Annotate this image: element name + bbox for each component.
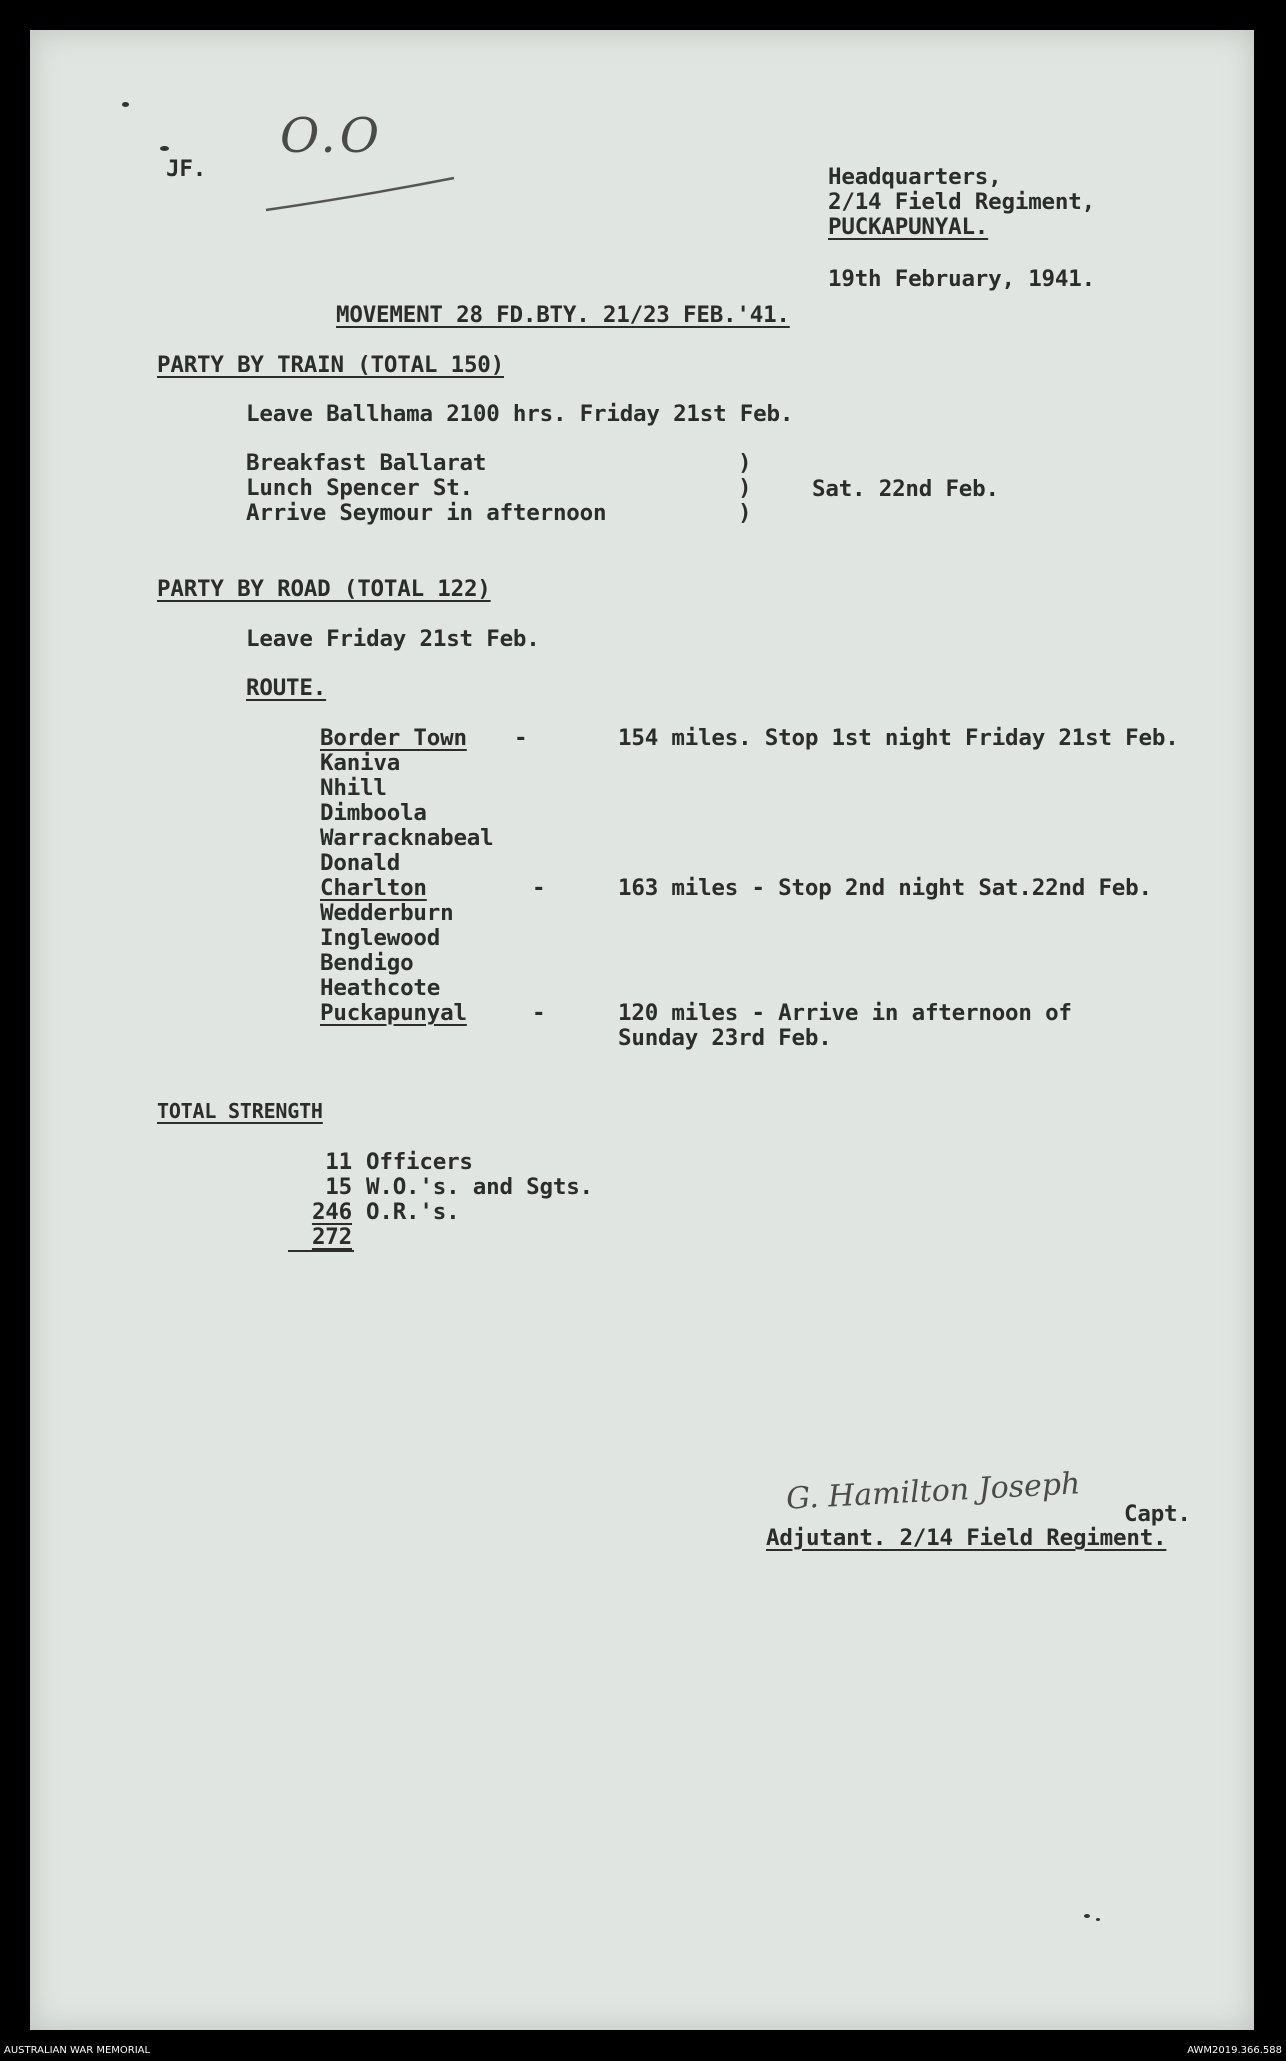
route-town: Heathcote	[320, 975, 441, 1001]
train-item: Arrive Seymour in afternoon	[246, 500, 607, 526]
strength-number: 246	[311, 1199, 352, 1225]
train-item: Breakfast Ballarat	[246, 450, 487, 476]
strength-number: 15	[325, 1174, 352, 1200]
ink-speck	[122, 102, 129, 107]
route-town: Inglewood	[320, 925, 441, 951]
strength-label: Officers	[366, 1149, 473, 1175]
road-heading: PARTY BY ROAD (TOTAL 122)	[157, 576, 491, 602]
route-dash: -	[514, 725, 528, 751]
signature-rank: Capt.	[1124, 1501, 1191, 1527]
strength-total: 272	[311, 1224, 352, 1250]
handwritten-signature: G. Hamilton Joseph	[785, 1466, 1082, 1517]
signature-title: Adjutant. 2/14 Field Regiment.	[766, 1525, 1167, 1551]
train-heading: PARTY BY TRAIN (TOTAL 150)	[157, 352, 504, 378]
route-town: Donald	[320, 850, 401, 876]
ink-speck	[1096, 1918, 1100, 1921]
route-note: Sunday 23rd Feb.	[618, 1025, 832, 1051]
bracket: )	[738, 500, 752, 526]
route-town: Dimboola	[320, 800, 427, 826]
route-town: Bendigo	[320, 950, 414, 976]
route-town: Warracknabeal	[320, 825, 494, 851]
document-title: MOVEMENT 28 FD.BTY. 21/23 FEB.'41.	[336, 302, 790, 328]
bracket: )	[738, 450, 752, 476]
route-heading: ROUTE.	[246, 675, 327, 701]
route-note: 163 miles - Stop 2nd night Sat.22nd Feb.	[618, 875, 1152, 901]
strength-label: O.R.'s.	[366, 1199, 460, 1225]
ink-speck	[160, 146, 169, 151]
route-town: Wedderburn	[320, 900, 454, 926]
bracket: )	[738, 475, 752, 501]
train-leave: Leave Ballhama 2100 hrs. Friday 21st Feb.	[246, 401, 794, 427]
initials-note: JF.	[166, 156, 207, 182]
train-day: Sat. 22nd Feb.	[812, 476, 999, 502]
road-leave: Leave Friday 21st Feb.	[246, 626, 540, 652]
total-rule	[288, 1250, 354, 1252]
train-item: Lunch Spencer St.	[246, 475, 473, 501]
route-note: 154 miles. Stop 1st night Friday 21st Feb.	[618, 725, 1179, 751]
route-dash: -	[532, 1000, 546, 1026]
strength-label: W.O.'s. and Sgts.	[366, 1174, 593, 1200]
footer-collection: AUSTRALIAN WAR MEMORIAL	[4, 2045, 151, 2056]
letterhead-line2: 2/14 Field Regiment,	[828, 189, 1095, 215]
route-dash: -	[532, 875, 546, 901]
strength-number: 11	[325, 1149, 352, 1175]
pencil-stroke	[262, 170, 462, 220]
route-town: Charlton	[320, 875, 427, 901]
ink-speck	[1084, 1914, 1090, 1918]
letter-date: 19th February, 1941.	[828, 266, 1095, 292]
strength-heading: TOTAL STRENGTH	[157, 1099, 323, 1123]
letterhead-line1: Headquarters,	[828, 164, 1002, 190]
route-town: Kaniva	[320, 750, 401, 776]
footer-accession: AWM2019.366.588	[1187, 2045, 1282, 2056]
route-town: Nhill	[320, 775, 387, 801]
route-town: Puckapunyal	[320, 1000, 467, 1026]
handwritten-mark: O.O	[280, 108, 384, 164]
letterhead-line3: PUCKAPUNYAL.	[828, 214, 989, 240]
route-town: Border Town	[320, 725, 467, 751]
route-note: 120 miles - Arrive in afternoon of	[618, 1000, 1072, 1026]
